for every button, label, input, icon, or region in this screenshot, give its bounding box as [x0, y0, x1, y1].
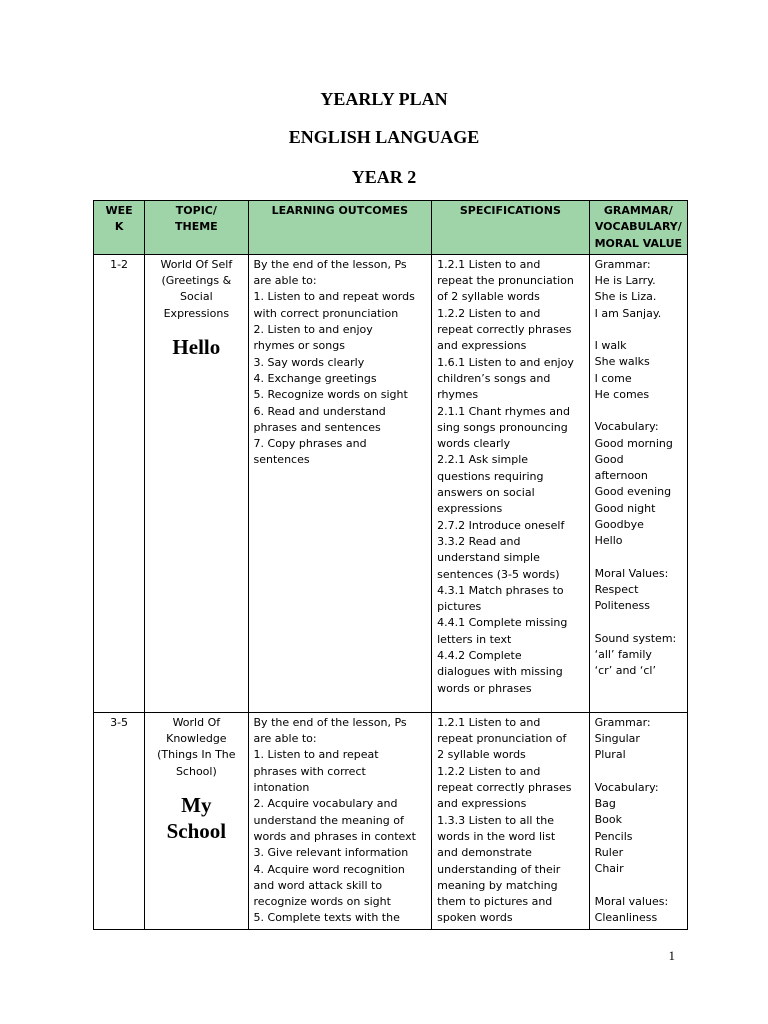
- specifications-cell: 1.2.1 Listen to and repeat the pronunciation of 2 syllable words 1.2.2 Listen to and repeat correctly phrases and expressions 1.6.1 Listen to and enjoy children’s songs and rhymes 2.1.1 Chant rhymes and sing songs pronouncing words clearly 2.2.1 Ask simple questions requiring answers on social expressions 2.7.2 Introduce oneself 3.3.2 Read and understand simple sentences (3-5 words) 4.3.1 Match phrases to pictures 4.4.1 Complete missing letters in text 4.4.2 Complete dialogues with missing words or phrases: [432, 254, 590, 712]
- learning-outcomes-cell: By the end of the lesson, Ps are able to: 1. Listen to and repeat words with correct pronunciation 2. Listen to and enjoy rhymes or songs 3. Say words clearly 4. Exchange greetings 5. Recognize words on sight 6. Read and understand phrases and sentences 7. Copy phrases and sentences: [248, 254, 432, 712]
- page-number: 1: [668, 948, 675, 963]
- moral-values-block: Moral Values: Respect Politeness: [594, 566, 669, 613]
- grammar-cell: [589, 254, 687, 712]
- table-row: [94, 712, 688, 929]
- topic-cell: [145, 712, 248, 929]
- week-cell: 3-5: [94, 712, 145, 929]
- topic-text: World Of Knowledge (Things In The School): [157, 715, 236, 778]
- grammar-cell: [589, 712, 687, 929]
- yearly-plan-table: [93, 200, 688, 930]
- vocabulary-block: Vocabulary: Good morning Good afternoon Good evening Good night Goodbye Hello: [594, 420, 673, 548]
- title-yearly-plan: YEARLY PLAN: [320, 89, 448, 109]
- moral-values-block: Moral values: Cleanliness: [594, 894, 669, 924]
- learning-outcomes-cell: By the end of the lesson, Ps are able to: 1. Listen to and repeat phrases with correct intonation 2. Acquire vocabulary and understand the meaning of words and phrases in context 3. Give relevant information 4. Acquire word recognition and word attack skill to recognize words on sight 5. Complete texts with the: [248, 712, 432, 929]
- header-outcomes: LEARNING OUTCOMES: [248, 201, 432, 255]
- title-subject: ENGLISH LANGUAGE: [288, 127, 480, 147]
- vocabulary-block: Vocabulary: Bag Book Pencils Ruler Chair: [594, 780, 659, 876]
- grammar-block: Grammar: Singular Plural: [594, 715, 651, 762]
- header-week: WEE K: [94, 201, 145, 255]
- grammar-block: I walk She walks I come He comes: [594, 339, 650, 401]
- table-header-row: [94, 201, 688, 255]
- title-year: YEAR 2: [351, 167, 417, 187]
- header-specifications: SPECIFICATIONS: [432, 201, 590, 255]
- specifications-cell: 1.2.1 Listen to and repeat pronunciation of 2 syllable words 1.2.2 Listen to and repeat correctly phrases and expressions 1.3.3 Listen to all the words in the word list and demonstrate understanding of their meaning by matching them to pictures and spoken words: [432, 712, 590, 929]
- topic-cell: [145, 254, 248, 712]
- header-topic: TOPIC/ THEME: [145, 201, 248, 255]
- grammar-block: Grammar: He is Larry. She is Liza. I am Sanjay.: [594, 257, 662, 320]
- document-titles: [0, 88, 768, 188]
- header-grammar: GRAMMAR/ VOCABULARY/ MORAL VALUE: [589, 201, 687, 255]
- theme-title: Hello: [172, 335, 221, 360]
- table-row: [94, 254, 688, 712]
- theme-title: My School: [166, 793, 227, 844]
- week-cell: 1-2: [94, 254, 145, 712]
- sound-system-block: Sound system: ‘all’ family ‘cr’ and ‘cl’: [594, 631, 677, 678]
- topic-text: World Of Self (Greetings & Social Expressions: [160, 257, 233, 320]
